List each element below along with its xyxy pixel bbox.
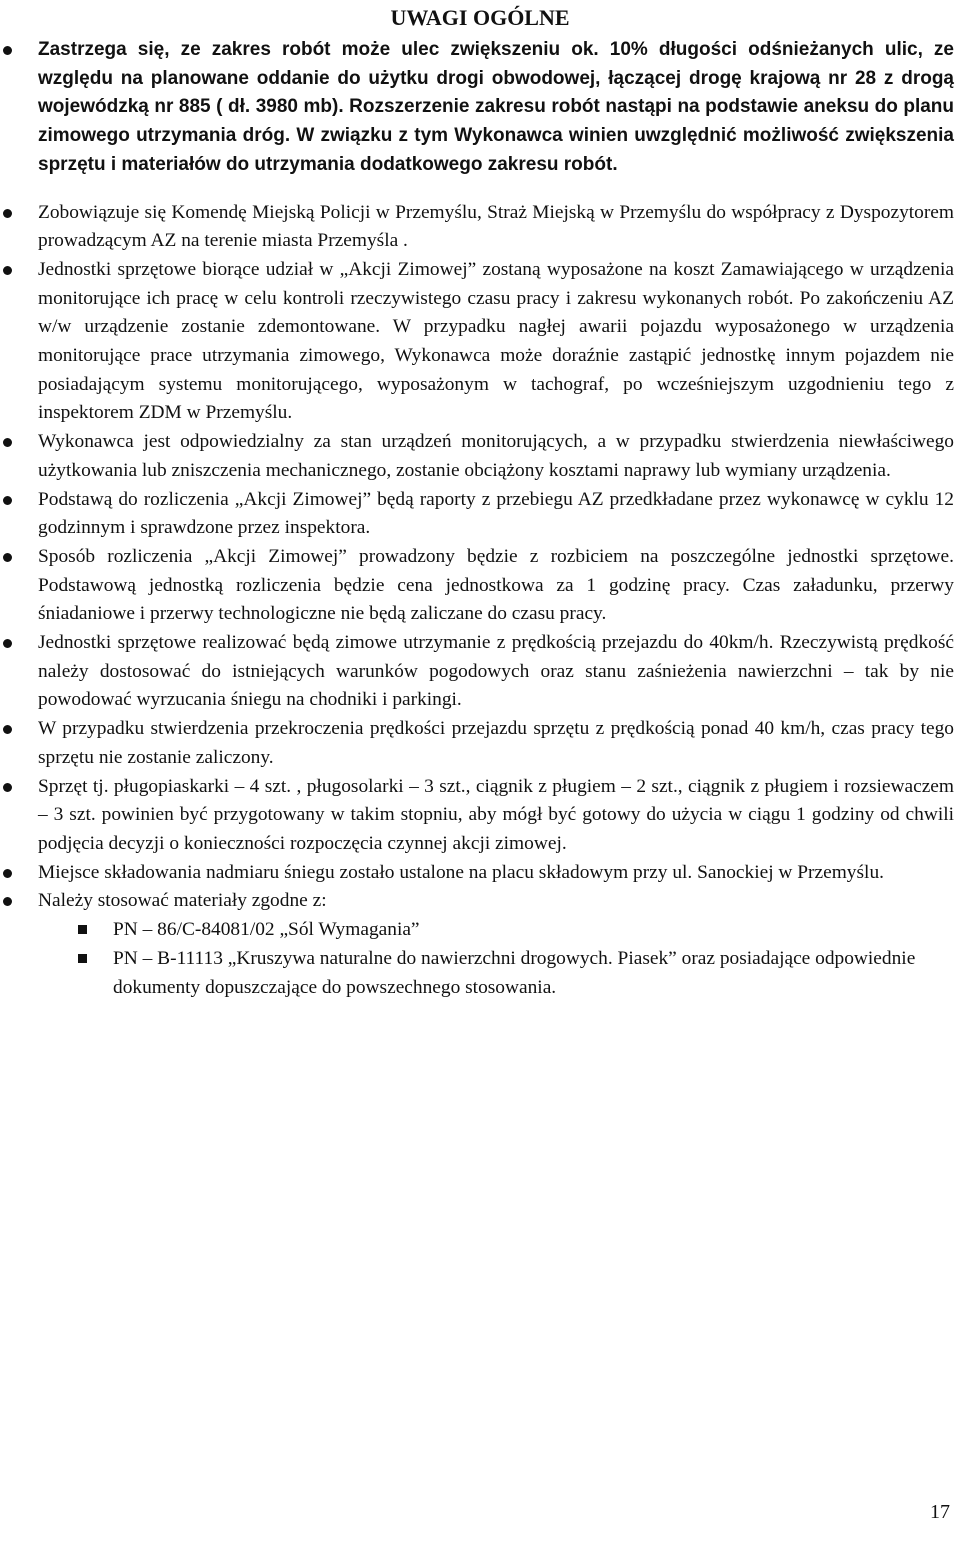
page-title: UWAGI OGÓLNE: [390, 5, 570, 30]
list-item-speed-violation: W przypadku stwierdzenia przekroczenia prędkości przejazdu sprzętu z prędkością ponad 40 km/h, czas pracy tego sprzętu nie zostanie zaliczony.: [38, 715, 954, 772]
bullet-list: [0, 36, 960, 1002]
sub-list-item-salt-standard: PN – 86/C-84081/02 „Sól Wymagania”: [113, 916, 954, 945]
list-item-police-cooperation: Zobowiązuje się Komendę Miejską Policji w Przemyślu, Straż Miejską w Przemyślu do współpracy z Dyspozytorem prowadzącym AZ na terenie miasta Przemyśla .: [38, 199, 954, 256]
materials-sub-list: [38, 916, 954, 1002]
page-number: 17: [930, 1501, 950, 1523]
list-item-scope-extension: Zastrzega się, ze zakres robót może ulec zwiększeniu ok. 10% długości odśnieżanych ulic, ze względu na planowane oddanie do użytku drogi obwodowej, łączącej drogę krajową nr 28 z drogą wojewódzką nr 885 ( dł. 3980 mb). Rozszerzenie zakresu robót nastąpi na podstawie aneksu do planu zimowego utrzymania dróg. W związku z tym Wykonawca winien uwzględnić możliwość zwiększenia sprzętu i materiałów do utrzymania dodatkowego zakresu robót.: [38, 36, 954, 180]
list-item-contractor-responsibility: Wykonawca jest odpowiedzialny za stan urządzeń monitorujących, a w przypadku stwierdzenia niewłaściwego użytkowania lub zniszczenia mechanicznego, zostanie obciążony kosztami naprawy lub wymiany urządzenia.: [38, 428, 954, 485]
list-item-materials: [38, 887, 954, 1002]
list-item-equipment: Sprzęt tj. pługopiaskarki – 4 szt. , pługosolarki – 3 szt., ciągnik z pługiem – 2 szt., ciągnik z pługiem i rozsiewaczem – 3 szt. powinien być przygotowany w takim stopniu, aby mógł być gotowy do użycia w ciągu 1 godziny od chwili podjęcia decyzji o konieczności rozpoczęcia czynnej akcji zimowej.: [38, 773, 954, 859]
list-item-settlement-basis: Podstawą do rozliczenia „Akcji Zimowej” będą raporty z przebiegu AZ przedkładane przez wykonawcę w cyklu 12 godzinnym i sprawdzone przez inspektora.: [38, 486, 954, 543]
materials-intro: Należy stosować materiały zgodne z:: [38, 890, 327, 912]
list-item-snow-storage: Miejsce składowania nadmiaru śniegu zostało ustalone na placu składowym przy ul. Sanockiej w Przemyślu.: [38, 859, 954, 888]
list-item-speed-limit: Jednostki sprzętowe realizować będą zimowe utrzymanie z prędkością przejazdu do 40km/h. Rzeczywistą prędkość należy dostosować do istniejących warunków pogodowych oraz stanu zaśnieżenia nawierzchni – tak by nie powodować wyrzucania śniegu na chodniki i parkingi.: [38, 629, 954, 715]
list-item-settlement-method: Sposób rozliczenia „Akcji Zimowej” prowadzony będzie z rozbiciem na poszczególne jednostki sprzętowe. Podstawową jednostką rozliczenia będzie cena jednostkowa za 1 godzinę pracy. Czas załadunku, przerwy śniadaniowe i przerwy technologiczne nie będą zaliczane do czasu pracy.: [38, 543, 954, 629]
list-item-monitoring-devices: Jednostki sprzętowe biorące udział w „Akcji Zimowej” zostaną wyposażone na koszt Zamawiającego w urządzenia monitorujące ich pracę w celu kontroli rzeczywistego czasu pracy i zakresu wykonanych robót. Po zakończeniu AZ w/w urządzenie zostanie zdemontowane. W przypadku nagłej awarii pojazdu wyposażonego w urządzenia monitorujące prace utrzymania zimowego, Wykonawca może doraźnie zastąpić jednostkę innym pojazdem nie posiadającym systemu monitorującego, wyposażonym w tachograf, po wcześniejszym uzgodnieniu tego z inspektorem ZDM w Przemyślu.: [38, 256, 954, 428]
sub-list-item-aggregate-standard: PN – B-11113 „Kruszywa naturalne do nawierzchni drogowych. Piasek” oraz posiadające odpowiednie dokumenty dopuszczające do powszechnego stosowania.: [113, 945, 954, 1002]
